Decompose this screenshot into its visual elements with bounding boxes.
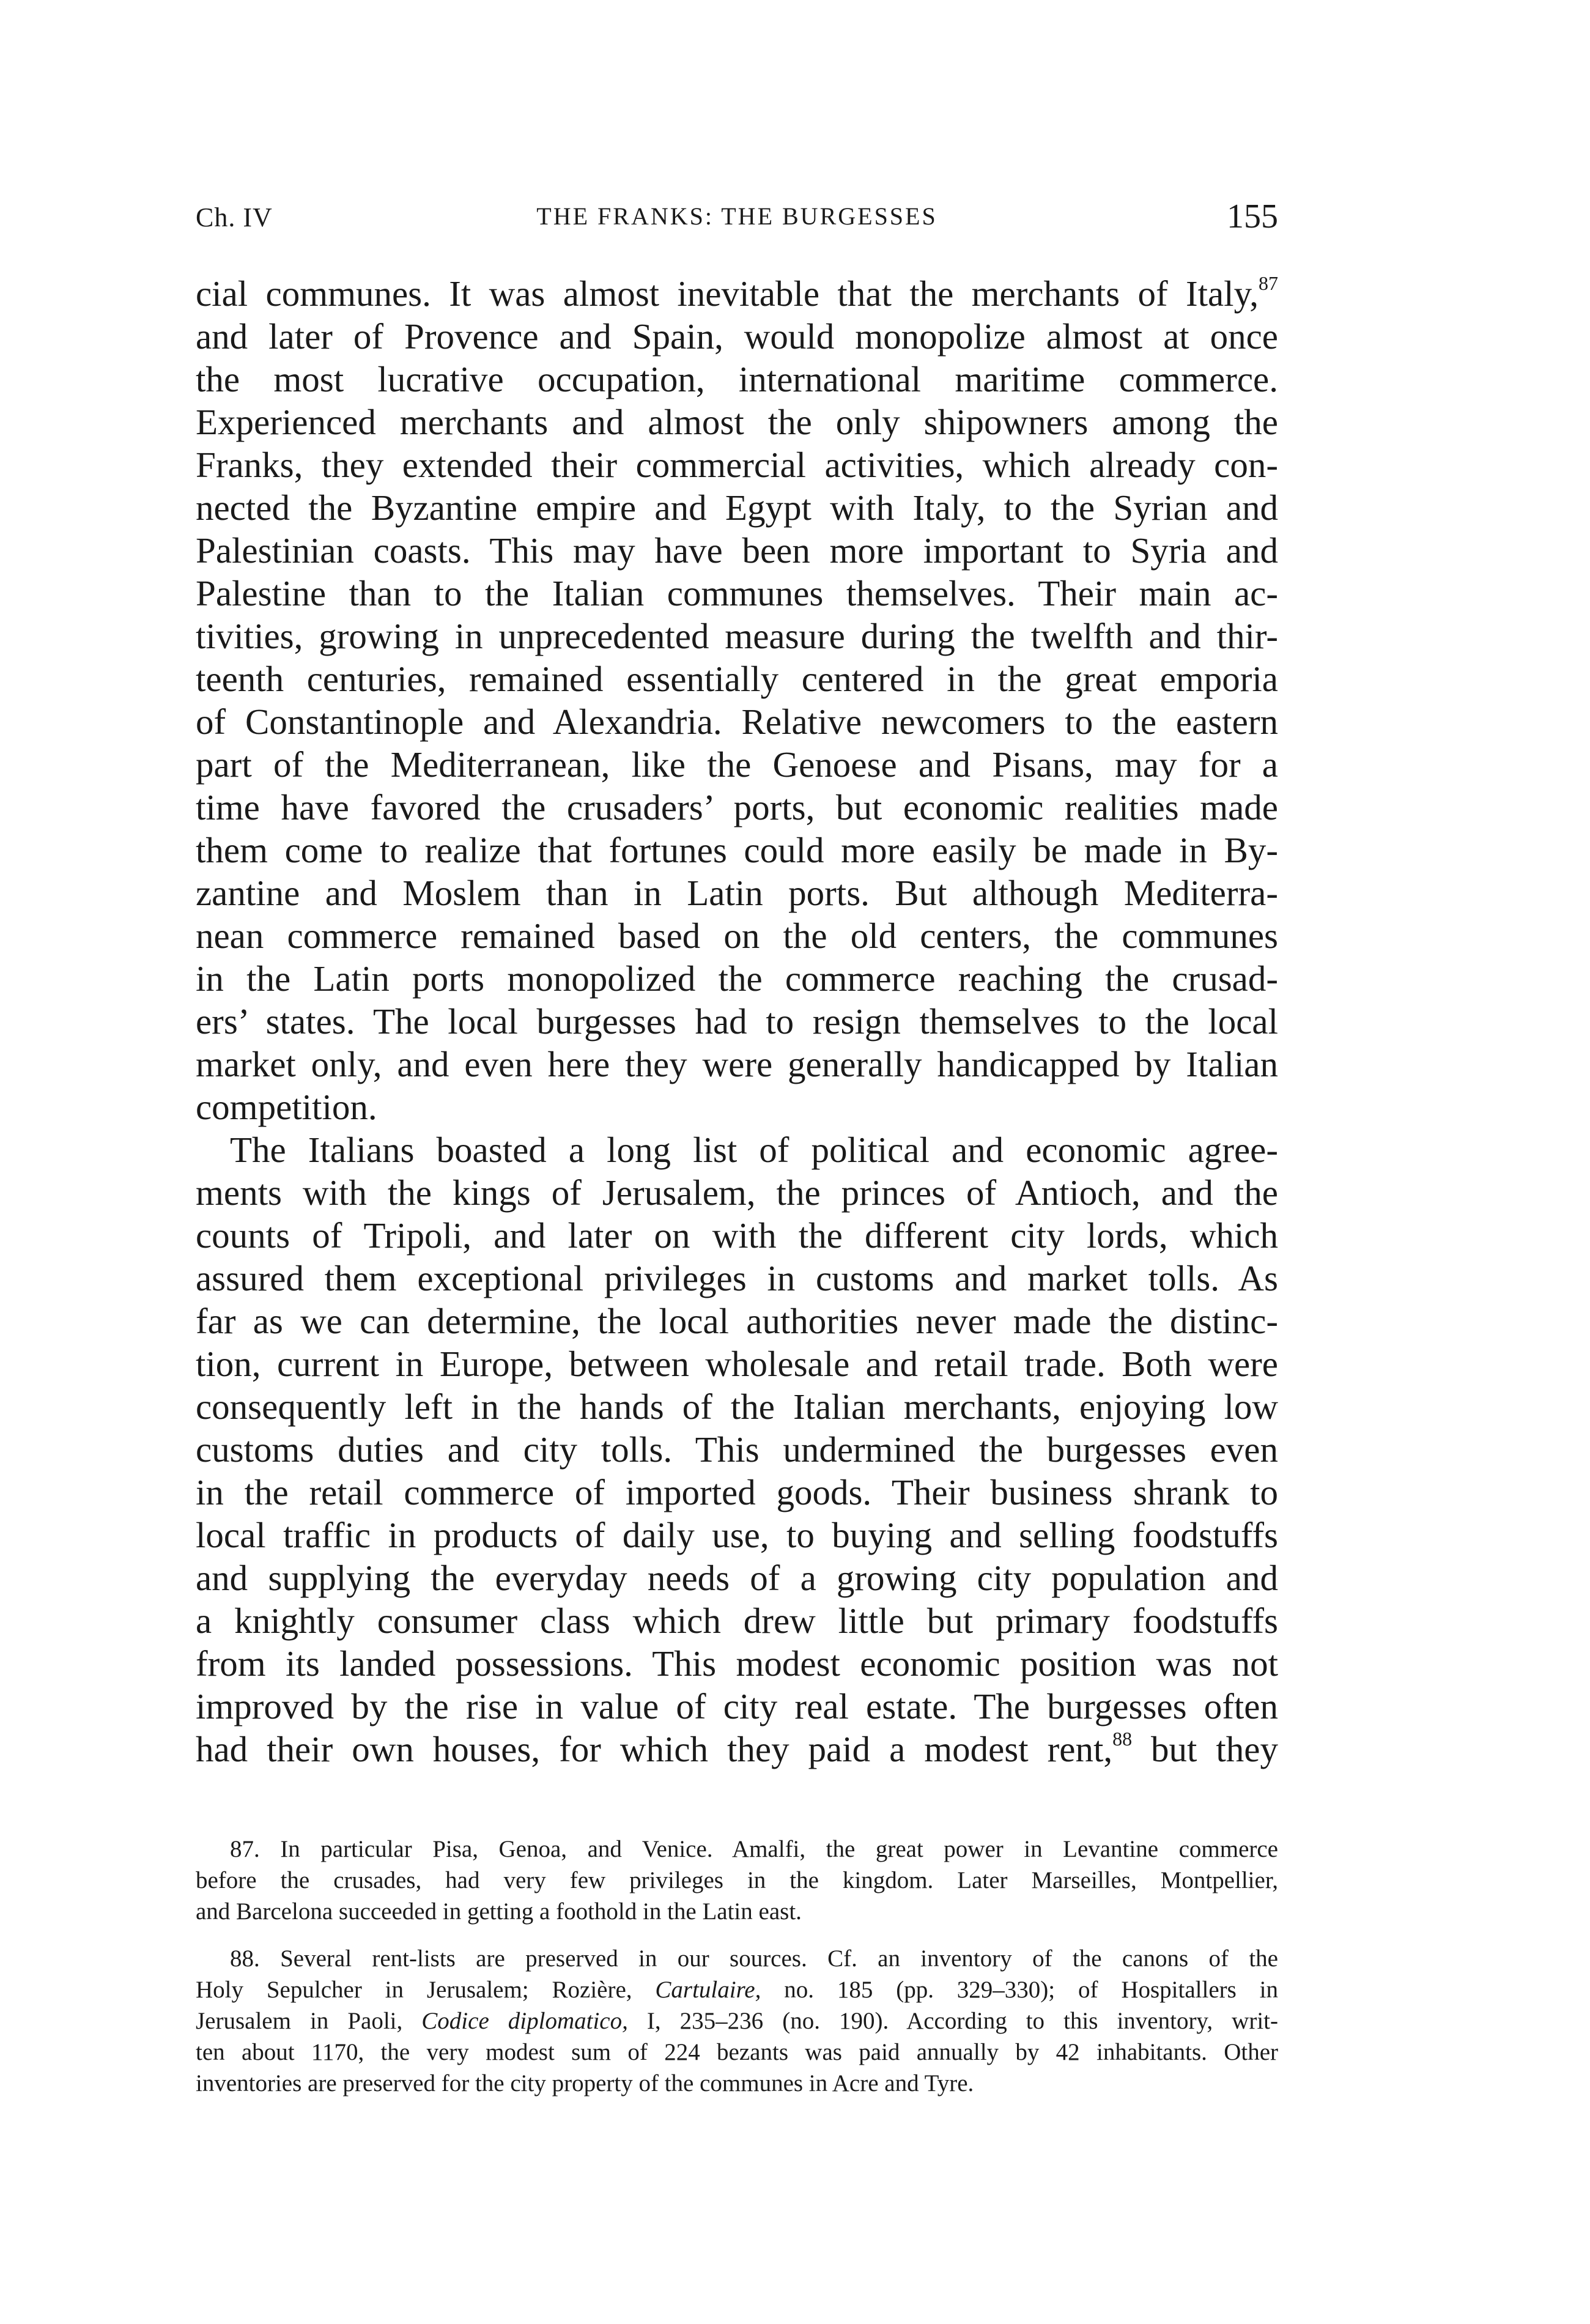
text-line: a knightly consumer class which drew little but primary foodstuffs	[196, 1601, 1278, 1641]
text-line: counts of Tripoli, and later on with the different city lords, which	[196, 1215, 1278, 1256]
text-line: had their own houses, for which they paid a modest rent,$^{88}$ but they	[196, 1728, 1278, 1769]
text-line: in the Latin ports monopolized the commerce reaching the crusad-	[196, 958, 1278, 999]
text-line: and later of Provence and Spain, would monopolize almost at once	[196, 316, 1278, 357]
text-line: Franks, they extended their commercial activities, which already con-	[196, 445, 1278, 485]
text-line: ers’ states. The local burgesses had to resign themselves to the local	[196, 1001, 1278, 1042]
footnote-line: 88. Several rent-lists are preserved in our sources. Cf. an inventory of the canons of the	[230, 1945, 1278, 1972]
footnote-ref-87: 87	[1259, 272, 1278, 294]
footnote-88	[196, 1943, 1278, 2099]
text-line: competition.	[196, 1087, 377, 1127]
page-number: 155	[1227, 198, 1278, 235]
text-line: tivities, growing in unprecedented measure during the twelfth and thir-	[196, 616, 1278, 656]
footnote-line: Holy Sepulcher in Jerusalem; Rozière, Cartulaire, no. 185 (pp. 329–330); of Hospitallers in	[196, 1977, 1278, 2003]
text-line: of Constantinople and Alexandria. Relative newcomers to the eastern	[196, 701, 1278, 742]
text-line: part of the Mediterranean, like the Genoese and Pisans, may for a	[196, 744, 1278, 785]
text-line: in the retail commerce of imported goods. Their business shrank to	[196, 1472, 1278, 1512]
text-line: tion, current in Europe, between wholesale and retail trade. Both were	[196, 1344, 1278, 1384]
running-head	[196, 197, 1278, 234]
text-line: market only, and even here they were generally handicapped by Italian	[196, 1044, 1278, 1084]
footnote-line: ten about 1170, the very modest sum of 224 bezants was paid annually by 42 inhabitants. Other	[196, 2039, 1278, 2065]
text-line: cial communes. It was almost inevitable that the merchants of Italy,$^{87}$	[196, 272, 1278, 314]
text-line: customs duties and city tolls. This undermined the burgesses even	[196, 1429, 1278, 1470]
footnote-line: Jerusalem in Paoli, Codice diplomatico, I, 235–236 (no. 190). According to this inventory, writ-	[196, 2008, 1278, 2034]
text-line: them come to realize that fortunes could more easily be made in By-	[196, 830, 1278, 870]
text-line: teenth centuries, remained essentially centered in the great emporia	[196, 659, 1278, 699]
footnote-line: inventories are preserved for the city property of the communes in Acre and Tyre.	[196, 2070, 974, 2096]
text-line: Experienced merchants and almost the only shipowners among the	[196, 402, 1278, 442]
footnote-line: and Barcelona succeeded in getting a foothold in the Latin east.	[196, 1898, 802, 1925]
footnote-line: before the crusades, had very few privileges in the kingdom. Later Marseilles, Montpellier,	[196, 1867, 1278, 1893]
text-line: and supplying the everyday needs of a growing city population and	[196, 1558, 1278, 1598]
text-line: time have favored the crusaders’ ports, but economic realities made	[196, 787, 1278, 827]
text-line: improved by the rise in value of city real estate. The burgesses often	[196, 1686, 1278, 1726]
footnote-line: 87. In particular Pisa, Genoa, and Venice. Amalfi, the great power in Levantine commerce	[230, 1836, 1278, 1862]
text-line: from its landed possessions. This modest economic position was not	[196, 1643, 1278, 1684]
footnote-87	[196, 1834, 1278, 1927]
text-line: far as we can determine, the local authorities never made the distinc-	[196, 1301, 1278, 1341]
text-line: The Italians boasted a long list of political and economic agree-	[230, 1130, 1278, 1170]
text-line: Palestine than to the Italian communes themselves. Their main ac-	[196, 573, 1278, 613]
text-line: local traffic in products of daily use, to buying and selling foodstuffs	[196, 1515, 1278, 1555]
text-line: zantine and Moslem than in Latin ports. But although Mediterra-	[196, 873, 1278, 913]
running-title: THE FRANKS: THE BURGESSES	[536, 202, 937, 230]
footnote-ref-88: 88	[1112, 1728, 1133, 1750]
text-line: consequently left in the hands of the Italian merchants, enjoying low	[196, 1386, 1278, 1427]
text-line: nean commerce remained based on the old centers, the communes	[196, 916, 1278, 956]
text-line: nected the Byzantine empire and Egypt with Italy, to the Syrian and	[196, 487, 1278, 528]
text-line: ments with the kings of Jerusalem, the princes of Antioch, and the	[196, 1172, 1278, 1213]
body-text	[196, 272, 1278, 1771]
footnotes	[196, 1834, 1278, 2115]
text-line: the most lucrative occupation, international maritime commerce.	[196, 359, 1278, 399]
text-line: assured them exceptional privileges in customs and market tolls. As	[196, 1258, 1278, 1298]
chapter-label: Ch. IV	[196, 202, 273, 232]
text-line: Palestinian coasts. This may have been more important to Syria and	[196, 530, 1278, 571]
